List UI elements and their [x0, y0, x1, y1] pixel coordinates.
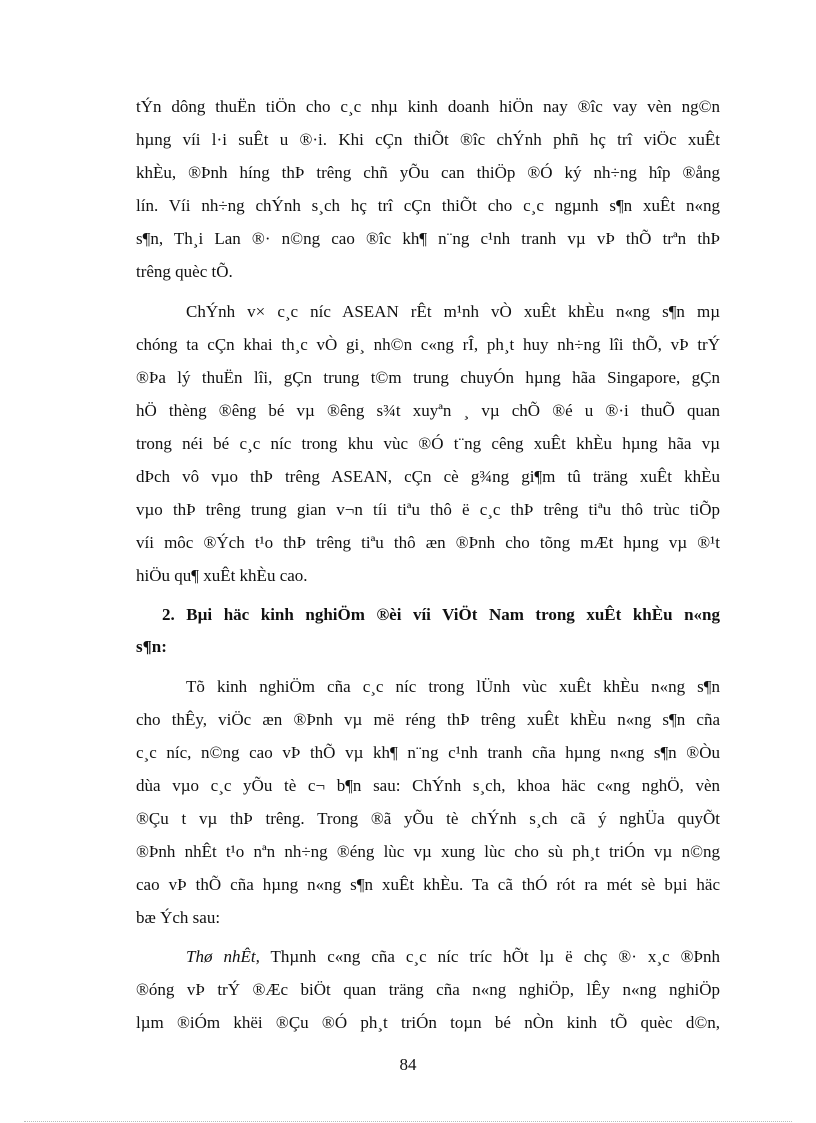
paragraph-3-line-3: c¸c níc, n©ng cao vÞ thÕ vµ kh¶ n¨ng c¹nh tranh cña hµng n«ng s¶n ®Òu [136, 743, 720, 762]
paragraph-1-line-1: tÝn dông thuËn tiÖn cho c¸c nhµ kinh doanh hiÖn nay ®îc vay vèn ng©n [136, 97, 720, 116]
paragraph-3-line-2: cho thÊy, viÖc æn ®Þnh vµ më réng thÞ trêng xuÊt khÈu n«ng s¶n cña [136, 710, 720, 729]
paragraph-2-line-3: ®Þa lý thuËn lîi, gÇn trung t©m trung chuyÓn hµng hãa Singapore, gÇn [136, 368, 720, 387]
paragraph-1-line-5: s¶n, Th¸i Lan ®· n©ng cao ®îc kh¶ n¨ng c¹nh tranh vµ vÞ thÕ trªn thÞ [136, 229, 720, 248]
section-heading-line-2: s¶n: [136, 637, 167, 656]
paragraph-2-line-2: chóng ta cÇn khai th¸c vÒ gi¸ nh©n c«ng rÎ, ph¸t huy nh÷ng lîi thÕ, vÞ trÝ [136, 335, 720, 354]
page-number: 84 [399, 1055, 417, 1074]
paragraph-2-line-1: ChÝnh v× c¸c níc ASEAN rÊt m¹nh vÒ xuÊt khÈu n«ng s¶n mµ [186, 302, 720, 321]
paragraph-4-line-1 [186, 947, 720, 967]
paragraph-3-line-4: dùa vµo c¸c yÕu tè c¬ b¶n sau: ChÝnh s¸ch, khoa häc c«ng nghÖ, vèn [136, 776, 720, 795]
paragraph-2-line-8: víi môc ®Ých t¹o thÞ trêng tiªu thô æn ®Þnh cho tõng mÆt hµng vµ ®¹t [136, 533, 720, 552]
section-heading-line-1: 2. Bµi häc kinh nghiÖm ®èi víi ViÖt Nam trong xuÊt khÈu n«ng [162, 605, 720, 624]
paragraph-4-line-3: lµm ®iÓm khëi ®Çu ®Ó ph¸t triÓn toµn bé nÒn kinh tÕ quèc d©n, [136, 1013, 720, 1032]
paragraph-1-line-3: khÈu, ®Þnh híng thÞ trêng chñ yÕu can thiÖp ®Ó ký nh÷ng hîp ®ång [136, 163, 720, 182]
paragraph-3-line-5: ®Çu t vµ thÞ trêng. Trong ®ã yÕu tè chÝnh s¸ch cã ý nghÜa quyÕt [136, 809, 720, 828]
paragraph-2-line-5: trong néi bé c¸c níc trong khu vùc ®Ó t¨ng cêng xuÊt khÈu hµng hãa vµ [136, 434, 720, 453]
paragraph-4-lead: Thø nhÊt, [186, 947, 260, 966]
paragraph-2-line-7: vµo thÞ trêng trung gian v¬n tíi tiªu thô ë c¸c thÞ trêng tiªu thô trùc tiÕp [136, 500, 720, 519]
paragraph-3-line-1: Tõ kinh nghiÖm cña c¸c níc trong lÜnh vùc xuÊt khÈu n«ng s¶n [186, 677, 720, 696]
paragraph-2-line-4: hÖ thèng ®êng bé vµ ®êng s¾t xuyªn ¸ vµ chÕ ®é u ®·i thuÕ quan [136, 401, 720, 420]
paragraph-1-line-4: lín. Víi nh÷ng chÝnh s¸ch hç trî cÇn thiÕt cho c¸c ngµnh s¶n xuÊt n«ng [136, 196, 720, 215]
paragraph-2-line-9: hiÖu qu¶ xuÊt khÈu cao. [136, 566, 308, 585]
page-bottom-divider [24, 1121, 792, 1122]
paragraph-3-line-7: cao vÞ thÕ cña hµng n«ng s¶n xuÊt khÈu. Ta cã thÓ rót ra mét sè bµi häc [136, 875, 720, 894]
paragraph-4-line-2: ®óng vÞ trÝ ®Æc biÖt quan träng cña n«ng nghiÖp, lÊy n«ng nghiÖp [136, 980, 720, 999]
paragraph-3-line-6: ®Þnh nhÊt t¹o nªn nh÷ng ®éng lùc vµ xung lùc cho sù ph¸t triÓn vµ n©ng [136, 842, 720, 861]
paragraph-3-line-8: bæ Ých sau: [136, 908, 221, 927]
paragraph-1-line-2: hµng víi l·i suÊt u ®·i. Khi cÇn thiÕt ®îc chÝnh phñ hç trî viÖc xuÊt [136, 130, 720, 149]
paragraph-4-line-1-text: Thµnh c«ng cña c¸c níc tríc hÕt lµ ë chç ®· x¸c ®Þnh [259, 947, 720, 966]
paragraph-1-line-6: trêng quèc tÕ. [136, 262, 233, 281]
paragraph-2-line-6: dÞch vô vµo thÞ trêng ASEAN, cÇn cè g¾ng gi¶m tû träng xuÊt khÈu [136, 467, 720, 486]
